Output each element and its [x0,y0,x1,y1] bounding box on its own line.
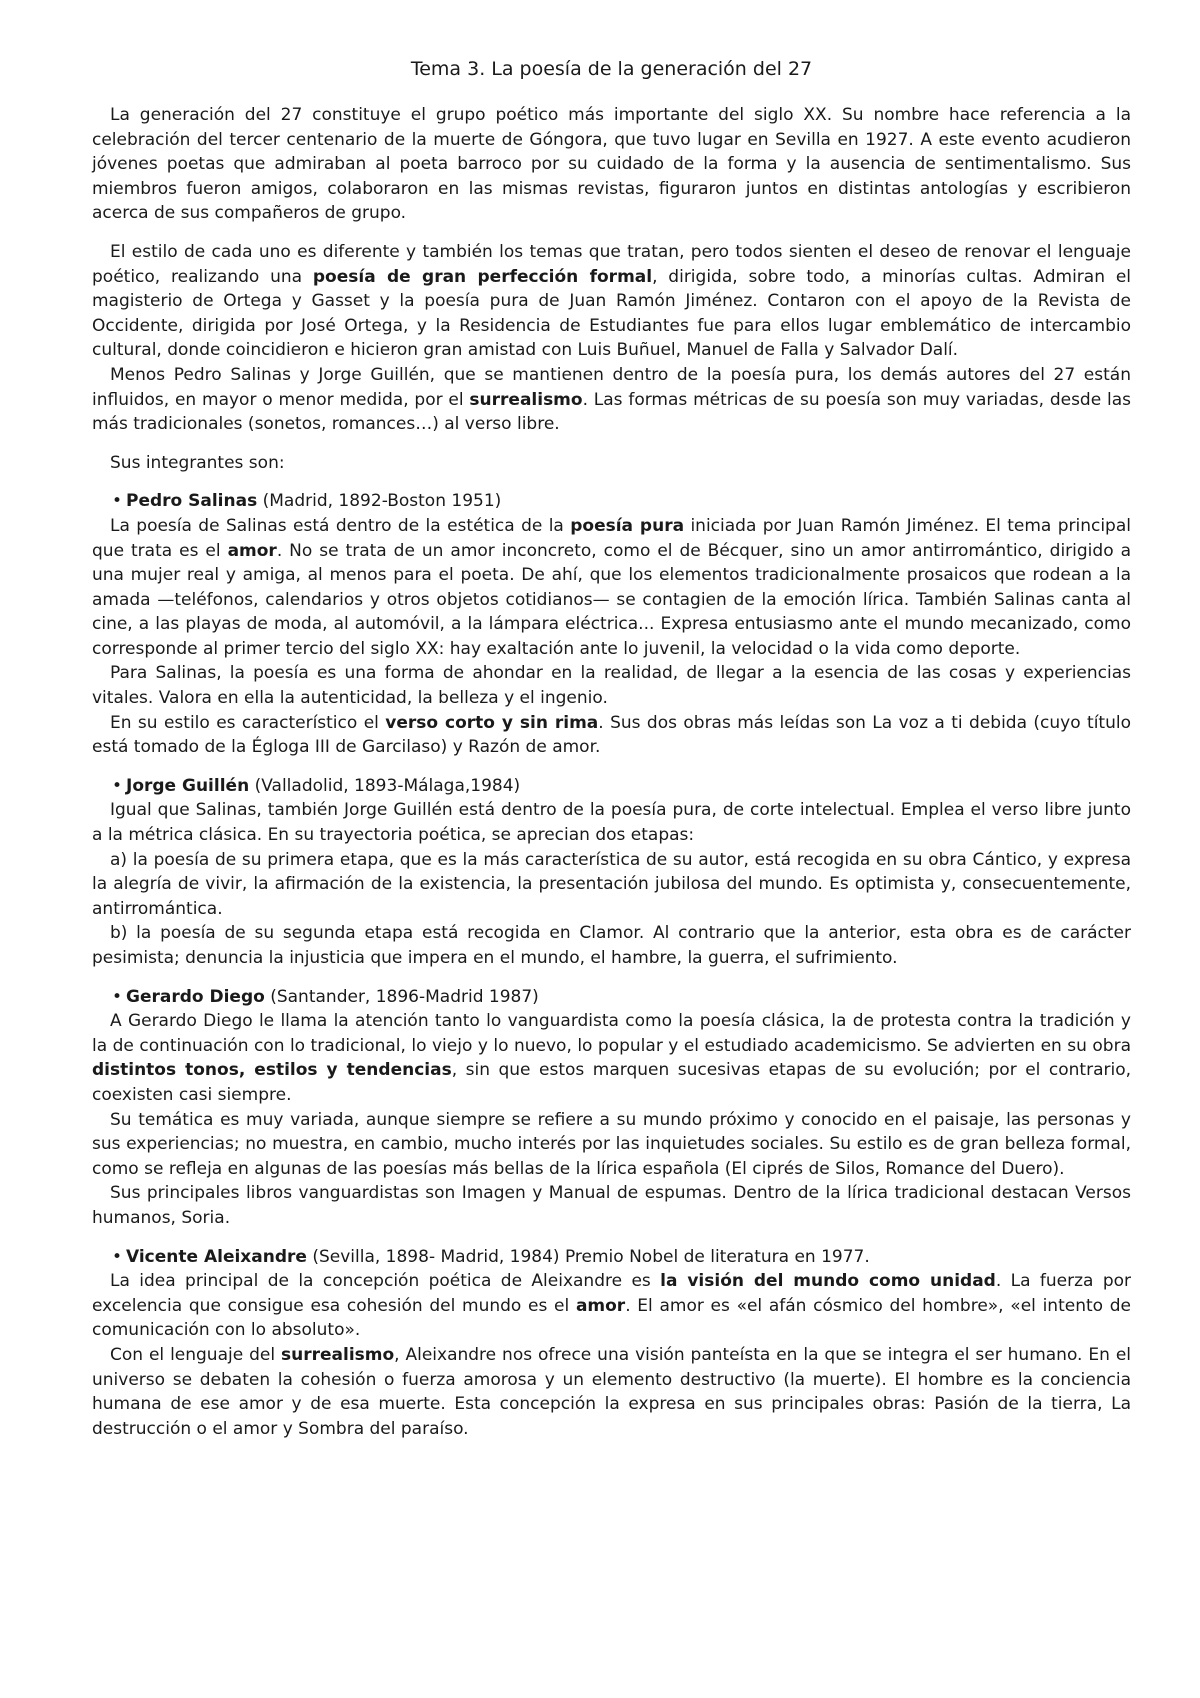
text-span: iniciada por Juan Ramón Jiménez. El tema principal que trata es el [92,515,1131,561]
text-span: . No se trata de un amor inconcreto, como el de Bécquer, sino un amor antirromántico, dirigido a una mujer real y amiga, al menos para el poeta. De ahí, que los elementos tradicionalmente prosaicos que rodean a la amada —teléfonos, calendarios y otros objetos cotidianos— se contagien de la emoción lírica. También Salinas canta al cine, a las playas de moda, al automóvil, a la lámpara eléctrica... Expresa entusiasmo ante el mundo mecanizado, como corresponde al primer tercio del siglo XX: hay exaltación ante lo juvenil, la velocidad o la vida como deporte. [92,540,1131,659]
text-span: La idea principal de la concepción poética de Aleixandre es [110,1271,661,1292]
emphasis: verso corto y sin rima [385,712,599,733]
author-dates: (Valladolid, 1893-Málaga,1984) [249,775,521,796]
author-section-guillen [92,774,1131,971]
author-dates: (Santander, 1896-Madrid 1987) [264,986,539,1007]
guillen-paragraph-2: a) la poesía de su primera etapa, que es la más característica de su autor, está recogida en su obra Cántico, y expresa la alegría de vivir, la afirmación de la existencia, la presentación jubilosa del mundo. Es optimista y, consecuentemente, antirromántica. [92,849,1131,919]
style-emphasis: poesía de gran perfección formal [312,266,653,287]
emphasis: amor [575,1295,626,1316]
diego-paragraph-1 [92,1009,1131,1107]
salinas-paragraph-1 [92,514,1131,662]
diego-paragraph-2: Su temática es muy variada, aunque siempre se refiere a su mundo próximo y conocido en el paisaje, las personas y sus experiencias; no muestra, en cambio, mucho interés por las inquietudes sociales. Su estilo es de gran belleza formal, como se refleja en algunas de las poesías más bellas de la lírica española (El ciprés de Silos, Romance del Duero). [92,1109,1131,1179]
author-section-diego [92,985,1131,1231]
intro-paragraph: La generación del 27 constituye el grupo poético más importante del siglo XX. Su nombre hace referencia a la celebración del tercer centenario de la muerte de Góngora, que tuvo lugar en Sevilla en 1927. A este evento acudieron jóvenes poetas que admiraban al poeta barroco por su cuidado de la forma y la ausencia de sentimentalismo. Sus miembros fueron amigos, colaboraron en las mismas revistas, figuraron juntos en distintas antologías y escribieron acerca de sus compañeros de grupo. [92,105,1131,224]
author-dates: (Madrid, 1892-Boston 1951) [257,491,502,512]
diego-paragraph-3: Sus principales libros vanguardistas son Imagen y Manual de espumas. Dentro de la lírica tradicional destacan Versos humanos, Soria. [92,1183,1131,1228]
author-section-aleixandre [92,1245,1131,1442]
emphasis: surrealismo [281,1344,395,1365]
surreal-text-1: Menos Pedro Salinas y Jorge Guillén, que se mantienen dentro de la poesía pura, los demás autores del 27 están influidos, en mayor o menor medida, por el [92,364,1131,410]
text-span: En su estilo es característico el [110,712,386,733]
author-heading-aleixandre [112,1245,1131,1270]
aleixandre-paragraph-1 [92,1269,1131,1343]
text-span: La poesía de Salinas está dentro de la estética de la [110,515,571,536]
author-heading-diego [112,985,1131,1010]
bullet-icon: • [112,1246,123,1267]
surrealism-paragraph [92,363,1131,437]
author-name: Jorge Guillén [126,775,250,796]
bullet-icon: • [112,775,123,796]
emphasis: amor [227,540,277,561]
text-span: . Sus dos obras más leídas son La voz a ti debida (cuyo título está tomado de la Égloga III de Garcilaso) y Razón de amor. [92,712,1131,758]
surreal-text-2: . Las formas métricas de su poesía son muy variadas, desde las más tradicionales (sonetos, romances…) al verso libre. [92,389,1131,435]
salinas-paragraph-3 [92,711,1131,760]
author-heading-salinas [112,489,1131,514]
members-intro: Sus integrantes son: [110,452,285,473]
author-section-salinas [92,489,1131,760]
style-text-1: El estilo de cada uno es diferente y también los temas que tratan, pero todos sienten el deseo de renovar el lenguaje poético, realizando una [92,241,1131,287]
bullet-icon: • [112,491,123,512]
text-span: , sin que estos marquen sucesivas etapas de su evolución; por el contrario, coexisten casi siempre. [92,1060,1132,1105]
style-paragraph [92,240,1131,363]
author-heading-guillen [112,774,1131,799]
guillen-paragraph-3: b) la poesía de su segunda etapa está recogida en Clamor. Al contrario que la anterior, esta obra es de carácter pesimista; denuncia la injusticia que impera en el mundo, el hambre, la guerra, el sufrimiento. [92,923,1131,968]
text-span: , Aleixandre nos ofrece una visión panteísta en la que se integra el ser humano. En el universo se debaten la cohesión o fuerza amorosa y un elemento destructivo (la muerte). El hombre es la conciencia humana de ese amor y de esa muerte. Esta concepción la expresa en sus principales obras: Pasión de la tierra, La destrucción o el amor y Sombra del paraíso. [92,1344,1131,1439]
page-title: Tema 3. La poesía de la generación del 27 [410,58,813,80]
author-name: Gerardo Diego [126,986,265,1007]
style-text-2: , dirigida, sobre todo, a minorías cultas. Admiran el magisterio de Ortega y Gasset y la poesía pura de Juan Ramón Jiménez. Contaron con el apoyo de la Revista de Occidente, dirigida por José Ortega, y la Residencia de Estudiantes fue para ellos lugar emblemático de intercambio cultural, donde coincidieron e hicieron gran amistad con Luis Buñuel, Manuel de Falla y Salvador Dalí. [92,266,1131,361]
text-span: . El amor es «el afán cósmico del hombre», «el intento de comunicación con lo absoluto». [92,1295,1132,1341]
text-span: . La fuerza por excelencia que consigue esa cohesión del mundo es el [92,1271,1132,1316]
guillen-paragraph-1: Igual que Salinas, también Jorge Guillén está dentro de la poesía pura, de corte intelectual. Emplea el verso libre junto a la métrica clásica. En su trayectoria poética, se aprecian dos etapas: [92,800,1131,846]
text-span: A Gerardo Diego le llama la atención tanto lo vanguardista como la poesía clásica, la de protesta contra la tradición y la de continuación con lo tradicional, lo viejo y lo nuevo, lo popular y el estudiado academicismo. Se advierten en su obra [92,1011,1131,1056]
salinas-paragraph-2: Para Salinas, la poesía es una forma de ahondar en la realidad, de llegar a la esencia de las cosas y experiencias vitales. Valora en ella la autenticidad, la belleza y el ingenio. [92,663,1131,709]
text-span: Con el lenguaje del [110,1344,281,1365]
surreal-emphasis: surrealismo [469,389,583,410]
author-name: Pedro Salinas [126,491,258,512]
emphasis: distintos tonos, estilos y tendencias [92,1060,452,1081]
author-name: Vicente Aleixandre [126,1246,307,1267]
emphasis: la visión del mundo como unidad [660,1271,996,1292]
author-dates: (Sevilla, 1898- Madrid, 1984) Premio Nobel de literatura en 1977. [306,1246,870,1267]
bullet-icon: • [112,986,123,1007]
emphasis: poesía pura [570,515,685,536]
aleixandre-paragraph-2 [92,1343,1131,1441]
